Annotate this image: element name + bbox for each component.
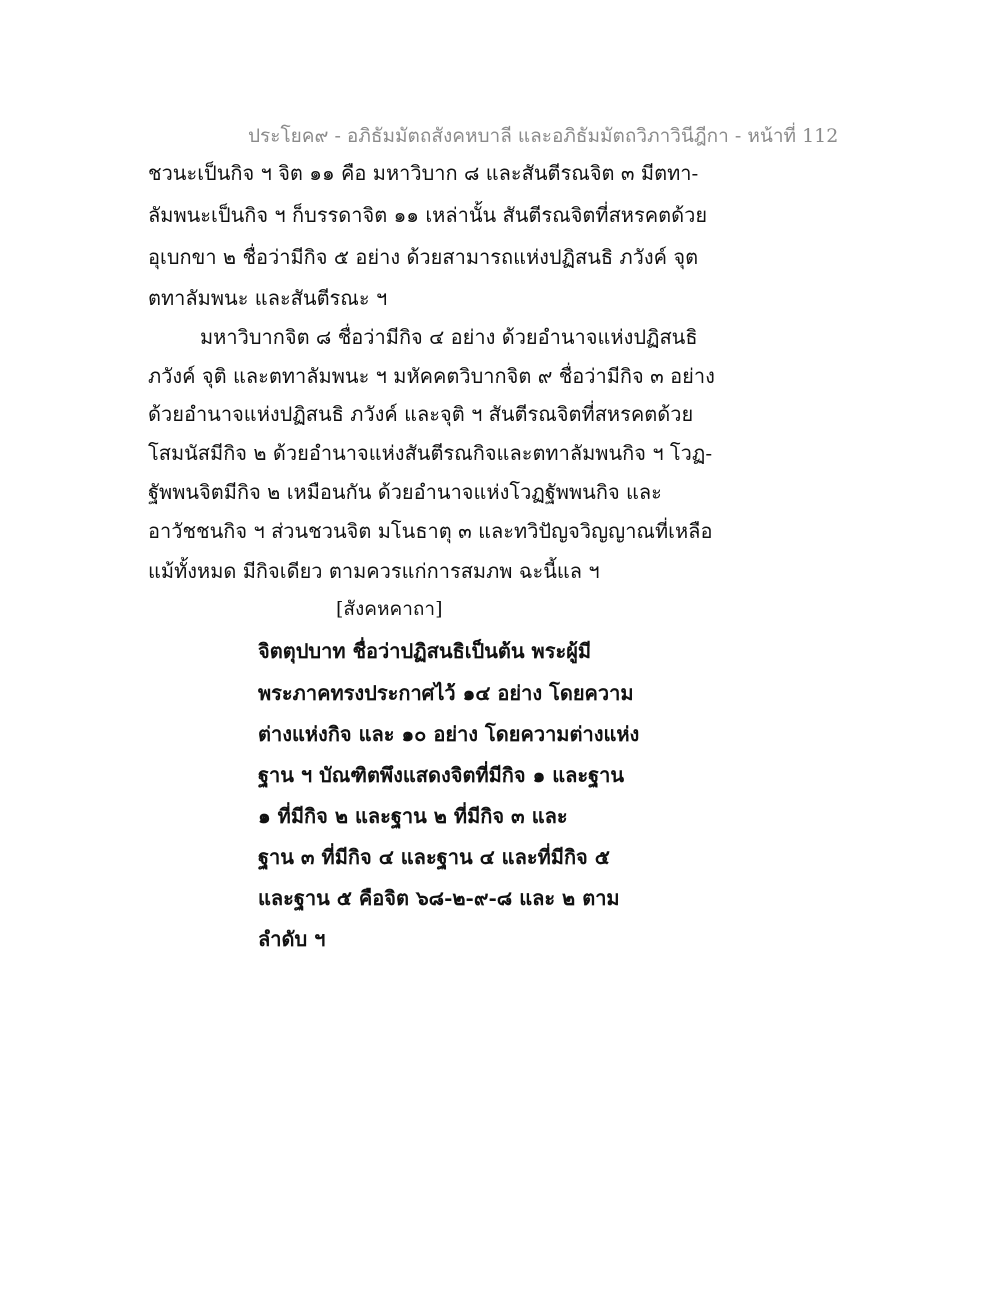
body-line: ชวนะเป็นกิจ ฯ จิต ๑๑ คือ มหาวิบาก ๘ และสันตีรณจิต ๓ มีตทา- (148, 161, 699, 185)
verse-line: ต่างแห่งกิจ และ ๑๐ อย่าง โดยความต่างแห่ง (258, 722, 640, 746)
verse-line: ฐาน ฯ บัณฑิตพึงแสดงจิตที่มีกิจ ๑ และฐาน (258, 763, 625, 787)
body-line: ภวังค์ จุติ และตทาลัมพนะ ฯ มหัคคตวิบากจิต ๙ ชื่อว่ามีกิจ ๓ อย่าง (148, 364, 715, 388)
body-line: ตทาลัมพนะ และสันตีรณะ ฯ (148, 286, 388, 310)
body-line: ลัมพนะเป็นกิจ ฯ ก็บรรดาจิต ๑๑ เหล่านั้น สันตีรณจิตที่สหรคตด้วย (148, 203, 708, 227)
body-line: ด้วยอำนาจแห่งปฏิสนธิ ภวังค์ และจุติ ฯ สันตีรณจิตที่สหรคตด้วย (148, 402, 694, 426)
verse-line: พระภาคทรงประกาศไว้ ๑๔ อย่าง โดยความ (258, 681, 634, 705)
verse-line: ลำดับ ฯ (258, 927, 326, 951)
body-line: มหาวิบากจิต ๘ ชื่อว่ามีกิจ ๔ อย่าง ด้วยอำนาจแห่งปฏิสนธิ (200, 325, 698, 349)
verse-line: จิตตุปบาท ชื่อว่าปฏิสนธิเป็นต้น พระผู้มี (258, 639, 592, 663)
section-heading: [สังคหคาถา] (336, 598, 443, 620)
body-line: อุเบกขา ๒ ชื่อว่ามีกิจ ๕ อย่าง ด้วยสามารถแห่งปฏิสนธิ ภวังค์ จุต (148, 245, 699, 269)
verse-line: ฐาน ๓ ที่มีกิจ ๔ และฐาน ๔ และที่มีกิจ ๕ (258, 845, 610, 869)
verse-line: ๑ ที่มีกิจ ๒ และฐาน ๒ ที่มีกิจ ๓ และ (258, 804, 568, 828)
body-line: โสมนัสมีกิจ ๒ ด้วยอำนาจแห่งสันตีรณกิจและตทาลัมพนกิจ ฯ โวฏ- (148, 441, 713, 465)
body-line: แม้ทั้งหมด มีกิจเดียว ตามควรแก่การสมภพ ฉะนี้แล ฯ (148, 559, 600, 583)
verse-line: และฐาน ๕ คือจิต ๖๘-๒-๙-๘ และ ๒ ตาม (258, 886, 620, 910)
page-header: ประโยค๙ - อภิธัมมัตถสังคหบาลี และอภิธัมมัตถวิภาวินีฎีกา - หน้าที่ 112 (248, 125, 839, 147)
body-line: อาวัชชนกิจ ฯ ส่วนชวนจิต มโนธาตุ ๓ และทวิปัญจวิญญาณที่เหลือ (148, 519, 713, 543)
body-line: ฐัพพนจิตมีกิจ ๒ เหมือนกัน ด้วยอำนาจแห่งโวฏฐัพพนกิจ และ (148, 480, 662, 504)
